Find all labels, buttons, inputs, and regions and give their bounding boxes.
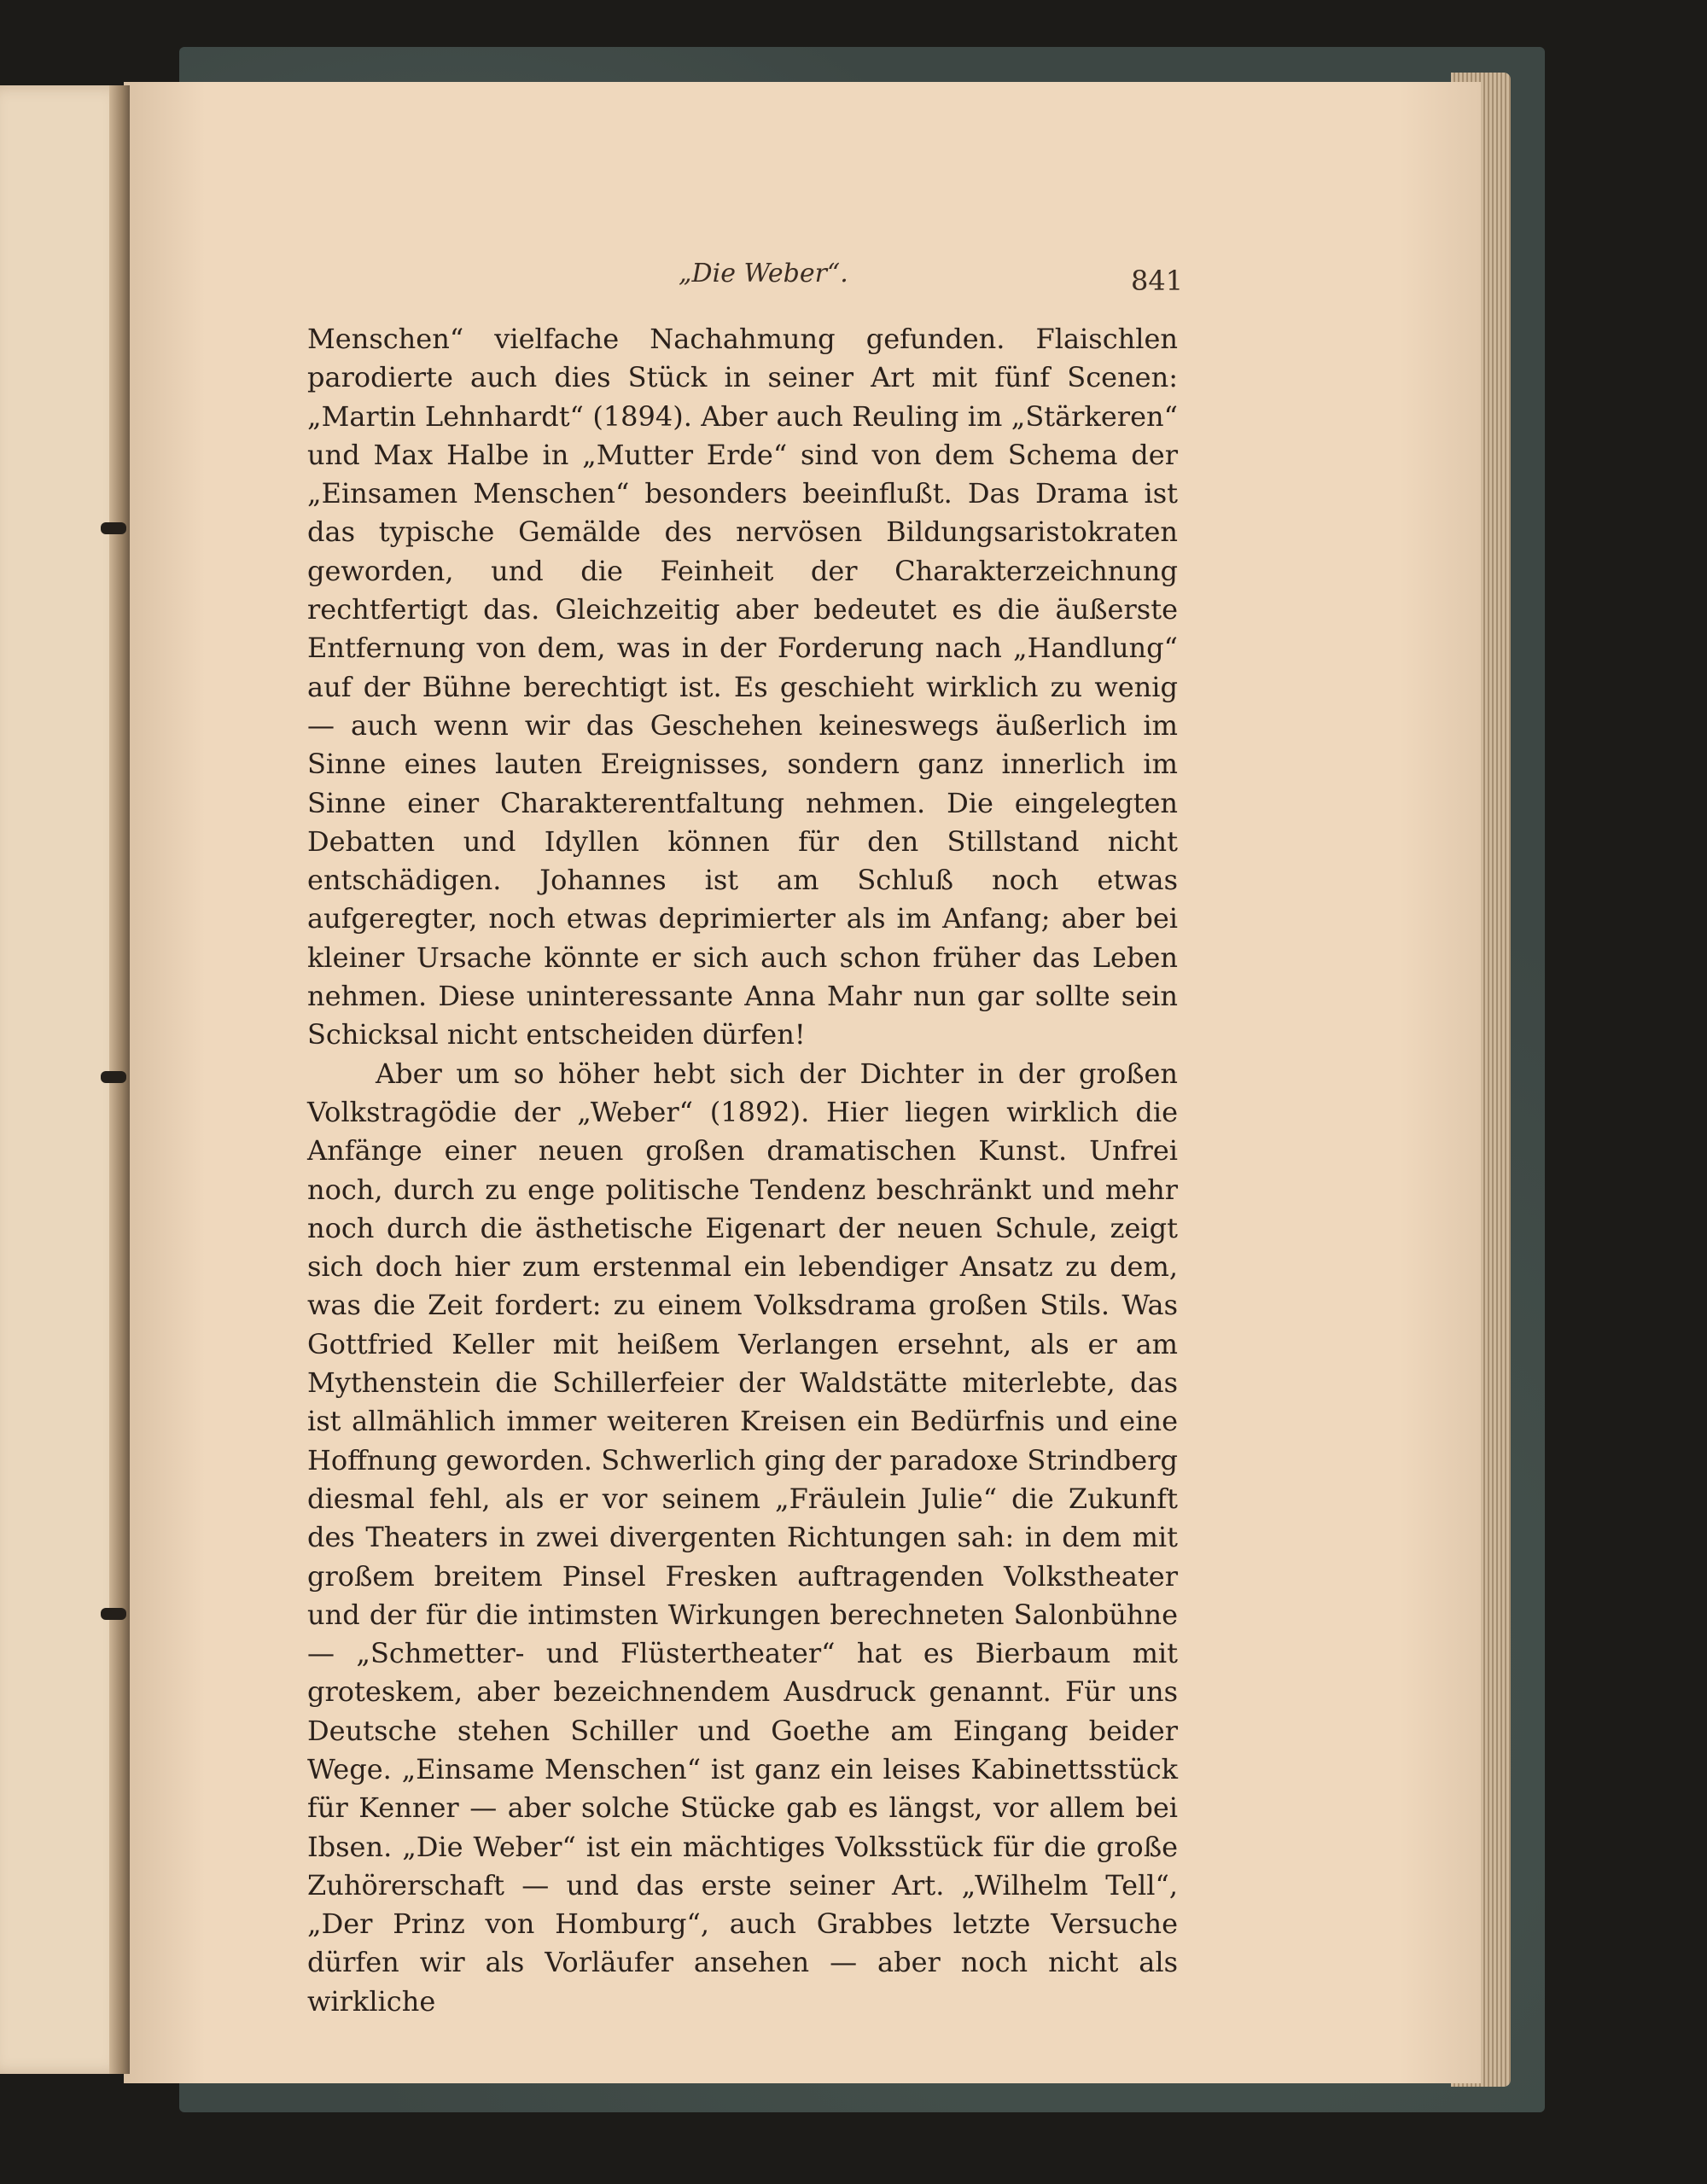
binding-stitch [101, 1071, 126, 1083]
binding-stitch [101, 1608, 126, 1620]
page-number: 841 [1131, 265, 1184, 297]
page-text [307, 320, 1178, 2021]
paragraph: Aber um so höher hebt sich der Dichter in der großen Volkstragödie der „Weber“ (1892). Hier liegen wirklich die Anfänge einer neuen großen dramatischen Kunst. Unfrei noch, durch zu enge politische Tendenz beschränkt und mehr noch durch die ästhetische Eigenart der neuen Schule, zeigt sich doch hier zum erstenmal ein lebendiger Ansatz zu dem, was die Zeit fordert: zu einem Volksdrama großen Stils. Was Gottfried Keller mit heißem Verlangen ersehnt, als er am Mythenstein die Schillerfeier der Waldstätte miterlebte, das ist allmählich immer weiteren Kreisen ein Bedürfnis und eine Hoffnung geworden. Schwerlich ging der paradoxe Strindberg diesmal fehl, als er vor seinem „Fräulein Julie“ die Zukunft des Theaters in zwei divergenten Richtungen sah: in dem mit großem breitem Pinsel Fresken auftragenden Volkstheater und der für die intimsten Wirkungen berechneten Salonbühne — „Schmetter- und Flüstertheater“ hat es Bierbaum mit groteskem, aber bezeichnendem Ausdruck genannt. Für uns Deutsche stehen Schiller und Goethe am Eingang beider Wege. „Einsame Menschen“ ist ganz ein leises Kabinettsstück für Kenner — aber solche Stücke gab es längst, vor allem bei Ibsen. „Die Weber“ ist ein mächtiges Volksstück für die große Zuhörerschaft — und das erste seiner Art. „Wilhelm Tell“, „Der Prinz von Homburg“, auch Grabbes letzte Versuche dürfen wir als Vorläufer ansehen — aber noch nicht als wirkliche [307, 1057, 1178, 2018]
running-head: „Die Weber“. [679, 259, 848, 288]
binding-stitch [101, 522, 126, 534]
paragraph: Menschen“ vielfache Nachahmung gefunden. Flaischlen parodierte auch dies Stück in seiner Art mit fünf Scenen: „Martin Lehnhardt“ (1894). Aber auch Reuling im „Stärkeren“ und Max Halbe in „Mutter Erde“ sind von dem Schema der „Einsamen Menschen“ besonders beeinflußt. Das Drama ist das typische Gemälde des nervösen Bildungsaristokraten geworden, und die Feinheit der Charakterzeichnung rechtfertigt das. Gleichzeitig aber bedeutet es die äußerste Entfernung von dem, was in der Forderung nach „Handlung“ auf der Bühne berechtigt ist. Es geschieht wirklich zu wenig — auch wenn wir das Geschehen keineswegs äußerlich im Sinne eines lauten Ereignisses, sondern ganz innerlich im Sinne einer Charakterentfaltung nehmen. Die eingelegten Debatten und Idyllen können für den Stillstand nicht entschädigen. Johannes ist am Schluß noch etwas aufgeregter, noch etwas deprimierter als im Anfang; aber bei kleiner Ursache könnte er sich auch schon früher das Leben nehmen. Diese uninteressante Anna Mahr nun gar sollte sein Schicksal nicht entscheiden dürfen! [307, 323, 1178, 1051]
